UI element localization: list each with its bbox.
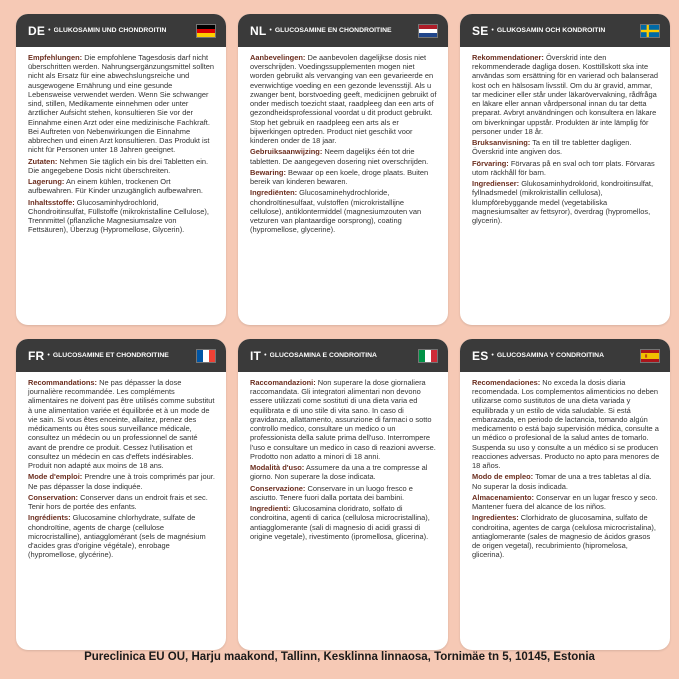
card-header [460, 339, 670, 372]
card-de [16, 14, 226, 325]
section-text: An einem kühlen, trockenen Ort aufbewahren. Für Kinder unzugänglich aufbewahren. [28, 177, 203, 196]
section-text: Neem dagelijks één tot drie tabletten. De aangegeven dosering niet overschrijden. [250, 147, 429, 166]
card-header [460, 14, 670, 47]
separator-dot: • [264, 352, 267, 359]
card-title: GLUKOSAMIN OCH KONDROITIN [496, 27, 606, 34]
separator-dot: • [491, 27, 494, 34]
card-header [238, 14, 448, 47]
section-text: Glucosaminehydrochloride, chondroïtinesulfaat, vulstoffen (microkristallijne cellulose), antiklontermiddel (magnesiumzouten van vetzuren van plantaardige oorsprong), coating (hypromellose, glycerine). [250, 188, 422, 235]
section-label: Conservazione: [250, 483, 306, 493]
section-recommendations [250, 53, 438, 145]
section-usage [250, 463, 438, 481]
section-label: Ingrediënten: [250, 188, 298, 198]
language-code: SE [472, 23, 489, 38]
section-usage [472, 138, 660, 156]
section-ingredients [28, 513, 216, 559]
section-label: Modalità d'uso: [250, 463, 305, 473]
section-ingredients [472, 179, 660, 225]
section-storage [472, 493, 660, 511]
section-ingredients [250, 504, 438, 541]
section-label: Bewaring: [250, 167, 286, 177]
section-text: No exceda la dosis diaria recomendada. Los complementos alimenticios no deben utilizarse como sustitutos de una dieta variada y equilibrada y un estilo de vida saludable. Si está embarazada, en periodo de lactancia, tomando algún medicamento o está bajo supervisión médica, consulte a un médico o profesional de la salud antes de tomarlo. Suspenda su uso y consulte a un médico si se producen reacciones adversas. Producto no apto para menores de 18 años. [472, 378, 660, 471]
card-body [460, 47, 670, 231]
section-label: Gebruiksaanwijzing: [250, 147, 323, 157]
section-text: Non superare la dose giornaliera raccomandata. Gli integratori alimentari non devono essere utilizzati come sostituti di una dieta varia ed equilibrata e di uno stile di vita sano. In caso di gravidanza, allattamento, assunzione di farmaci o sotto controllo medico, consultare un medico o un professionista della salute prima dell'uso. Interrompere l'uso e consultare un medico in caso di reazioni avverse. Prodotto non adatto a minori di 18 anni. [250, 378, 436, 461]
section-label: Empfehlungen: [28, 53, 83, 62]
section-label: Aanbevelingen: [250, 53, 306, 62]
manufacturer-address: Pureclinica EU OU, Harju maakond, Tallinn, Kesklinna linnaosa, Tornimäe tn 5, 10145, Estonia [84, 651, 595, 663]
language-code: IT [250, 348, 262, 363]
section-storage [250, 168, 438, 186]
section-label: Zutaten: [28, 156, 58, 166]
french-flag-icon [196, 349, 216, 363]
card-se [460, 14, 670, 325]
section-storage [472, 159, 660, 177]
card-es [460, 339, 670, 650]
section-text: Ta en till tre tabletter dagligen. Överskrid inte angiven dos. [472, 138, 632, 157]
section-label: Recomendaciones: [472, 378, 541, 387]
section-label: Bruksanvisning: [472, 138, 531, 148]
language-code: ES [472, 348, 489, 363]
section-usage [28, 472, 216, 490]
card-header [16, 339, 226, 372]
section-label: Ingrédients: [28, 513, 71, 523]
card-title: GLUKOSAMIN UND CHONDROITIN [53, 27, 167, 34]
section-text: Assumere da una a tre compresse al giorno. Non superare la dose indicata. [250, 463, 428, 482]
section-text: Överskrid inte den rekommenderade dagliga dosen. Kosttillskott ska inte användas som ersättning för en varierad och balanserad kost och en hälsosam livsstil. Om du är gravid, ammar, tar mediciner eller står under läkarövervakning, rådfråga en läkare eller annan vårdpersonal innan du tar detta preparat. Avbryt användningen och konsultera en läkare om biverkningar uppstår. Produkten är inte lämplig för personer under 18 år. [472, 53, 659, 136]
section-label: Förvaring: [472, 158, 509, 168]
section-usage [250, 147, 438, 165]
language-code: FR [28, 348, 45, 363]
separator-dot: • [269, 27, 272, 34]
section-label: Raccomandazioni: [250, 378, 316, 387]
section-text: Förvaras på en sval och torr plats. Förvaras utom räckhåll för barn. [472, 158, 655, 177]
section-ingredients [250, 188, 438, 234]
section-ingredients [28, 198, 216, 235]
section-text: De aanbevolen dagelijkse dosis niet overschrijden. Voedingssupplementen mogen niet worden gebruikt als vervanging van een gevarieerde en evenwichtige voeding en een gezonde levensstijl. Als u zwanger bent, borstvoeding geeft, medicijnen gebruikt of onder medisch toezicht staat, raadpleeg dan een arts of gezondheidsprofessional voordat u dit product gebruikt. Stop het gebruik en raadpleeg een arts als er bijwerkingen optreden. Product niet geschikt voor kinderen onder de 18 jaar. [250, 53, 437, 146]
card-body [16, 47, 226, 240]
section-text: Nehmen Sie täglich ein bis drei Tabletten ein. Die angegebene Dosis nicht überschreiten. [28, 156, 209, 175]
section-recommendations [28, 53, 216, 155]
separator-dot: • [491, 352, 494, 359]
section-text: Conserver dans un endroit frais et sec. Tenir hors de portée des enfants. [28, 492, 208, 512]
german-flag-icon [196, 24, 216, 38]
section-label: Inhaltsstoffe: [28, 197, 75, 207]
card-nl [238, 14, 448, 325]
section-text: Glucosaminhydrochlorid, Chondroitinsulfat, Füllstoffe (mikrokristalline Cellulose), Trennmittel (pflanzliche Magnesiumsalze von Fettsäuren), Überzug (Hypromellose, Glycerin). [28, 197, 209, 235]
section-label: Mode d'emploi: [28, 472, 83, 482]
label-grid [16, 14, 670, 650]
language-code: DE [28, 23, 46, 38]
dutch-flag-icon [418, 24, 438, 38]
section-text: Conservar en un lugar fresco y seco. Mantener fuera del alcance de los niños. [472, 492, 658, 512]
section-text: Prendre une à trois comprimés par jour. Ne pas dépasser la dose indiquée. [28, 472, 215, 491]
section-recommendations [28, 378, 216, 470]
section-usage [28, 157, 216, 175]
section-label: Almacenamiento: [472, 492, 534, 502]
section-label: Modo de empleo: [472, 472, 534, 482]
section-text: Glukosaminhydroklorid, kondroitinsulfat, fyllnadsmedel (mikrokristallin cellulosa), klumpförebyggande medel (vegetabiliska magnesiumsalter av fettsyror), överdrag (hypromellos, glycerin). [472, 179, 654, 225]
separator-dot: • [48, 27, 51, 34]
card-body [238, 372, 448, 547]
section-label: Ingredienser: [472, 179, 520, 189]
section-label: Recommandations: [28, 378, 98, 387]
section-label: Lagerung: [28, 177, 65, 187]
card-title: GLUCOSAMINA Y CONDROITINA [496, 352, 604, 359]
section-recommendations [472, 378, 660, 470]
swedish-flag-icon [640, 24, 660, 38]
section-text: Glucosamina cloridrato, solfato di condroitina, agenti di carica (cellulosa microcristallina), antiagglomerante (sali di magnesio di acidi grassi di origine vegetale), rivestimento (ipromellosa, glicerina). [250, 504, 430, 541]
section-text: Ne pas dépasser la dose journalière recommandée. Les compléments alimentaires ne doivent pas être utilisés comme substitut à une alimentation variée et équilibrée et à un mode de vie sain. Si vous êtes enceinte, allaitez, prenez des médicaments ou êtes sous surveillance médicale, consultez un médecin ou un professionnel de santé avant de prendre ce produit. Cessez l'utilisation et consultez un médecin en cas d'effets indésirables. Produit non adapté aux moins de 18 ans. [28, 378, 215, 471]
section-recommendations [472, 53, 660, 136]
section-text: Clorhidrato de glucosamina, sulfato de condroitina, agentes de carga (celulosa microcristalina), antiaglomerante (sales de magnesio de ácidos grasos de origen vegetal), recubrimiento (hipromelosa, glicerina). [472, 513, 656, 560]
section-usage [472, 472, 660, 490]
card-it [238, 339, 448, 650]
spanish-flag-icon [640, 349, 660, 363]
section-text: Bewaar op een koele, droge plaats. Buiten bereik van kinderen bewaren. [250, 167, 429, 187]
language-code: NL [250, 23, 267, 38]
card-title: GLUCOSAMINA E CONDROITINA [269, 352, 377, 359]
card-body [238, 47, 448, 240]
card-header [16, 14, 226, 47]
italian-flag-icon [418, 349, 438, 363]
section-recommendations [250, 378, 438, 461]
separator-dot: • [47, 352, 50, 359]
card-body [16, 372, 226, 565]
section-storage [28, 177, 216, 195]
section-label: Rekommendationer: [472, 53, 544, 62]
section-storage [28, 493, 216, 511]
card-title: GLUCOSAMINE EN CHONDROÏTINE [274, 27, 392, 34]
section-text: Conservare in un luogo fresco e asciutto. Tenere fuori dalla portata dei bambini. [250, 483, 413, 502]
section-label: Conservation: [28, 492, 79, 502]
card-header [238, 339, 448, 372]
section-text: Die empfohlene Tagesdosis darf nicht überschritten werden. Nahrungsergänzungsmittel sollten nicht als Ersatz für eine abwechslungsreiche und ausgewogene Ernährung und eine gesunde Lebensweise verwendet werden. Wenn Sie schwanger sind, stillen, Medikamente einnehmen oder unter ärztlicher Aufsicht stehen, konsultieren Sie vor der Einnahme einen Arzt oder eine medizinische Fachkraft. Bei Auftreten von Nebenwirkungen die Einnahme abbrechen und einen Arzt konsultieren. Das Produkt ist nicht für Personen unter 18 Jahren geeignet. [28, 53, 215, 155]
section-ingredients [472, 513, 660, 559]
card-body [460, 372, 670, 565]
section-text: Tomar de una a tres tabletas al día. No superar la dosis indicada. [472, 472, 652, 491]
card-fr [16, 339, 226, 650]
section-label: Ingredientes: [472, 513, 519, 523]
section-text: Glucosamine chlorhydrate, sulfate de chondroïtine, agents de charge (cellulose microcristalline), antiagglomérant (sels de magnésium d'acides gras d'origine végétale), enrobage (hypromellose, glycérine). [28, 513, 206, 560]
section-storage [250, 484, 438, 502]
section-label: Ingredienti: [250, 504, 291, 514]
card-title: GLUCOSAMINE ET CHONDROÏTINE [52, 352, 169, 359]
